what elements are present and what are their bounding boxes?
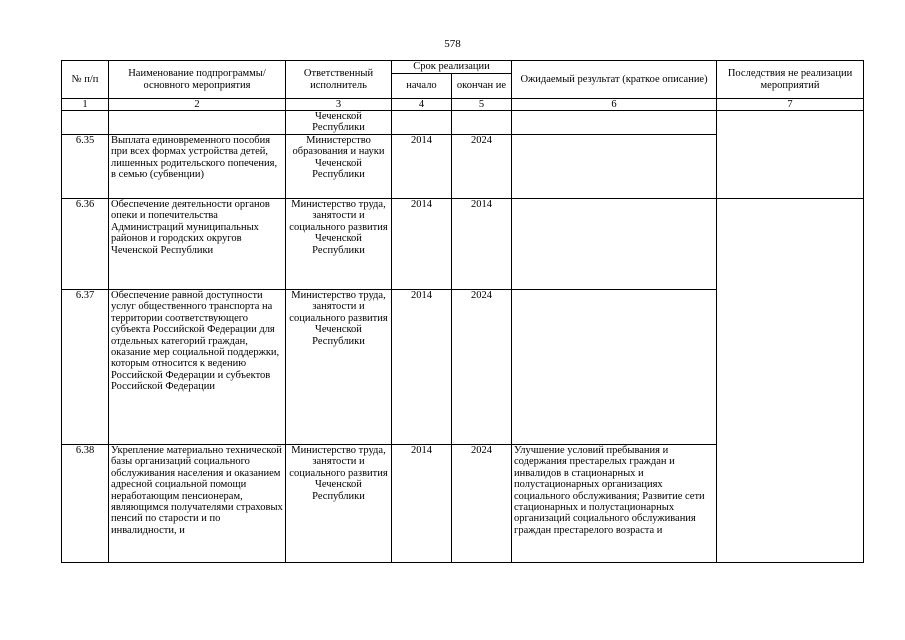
header-start: начало — [392, 74, 452, 99]
empty-cell — [452, 111, 512, 135]
header-number: № п/п — [62, 61, 109, 99]
start-year: 2014 — [392, 290, 452, 445]
executor-cell: Чеченской Республики — [286, 111, 392, 135]
executor-cell: Министерство труда, занятости и социального развития Чеченской Республики — [286, 290, 392, 445]
column-number: 5 — [452, 99, 512, 111]
empty-cell — [109, 111, 286, 135]
row-number: 6.37 — [62, 290, 109, 445]
result-cell: Улучшение условий пребывания и содержания престарелых граждан и инвалидов в стационарных и полустационарных организациях социального обслуживания; Развитие сети стационарных и полустационарных организаций социального обслуживания граждан престарелого возраста и — [512, 445, 717, 563]
row-number: 6.38 — [62, 445, 109, 563]
result-cell — [512, 199, 717, 290]
column-number: 3 — [286, 99, 392, 111]
measure-name: Укрепление материально технической базы организаций социального обслуживания населения и оказанием адресной социальной помощи неработающим пенсионерам, являющимся получателями страховых пенсий по старости и по инвалидности, и — [109, 445, 286, 563]
result-cell — [512, 135, 717, 199]
column-numbers-row — [62, 99, 864, 111]
column-number: 1 — [62, 99, 109, 111]
page-number: 578 — [444, 38, 461, 50]
header-name: Наименование подпрограммы/ основного мероприятия — [109, 61, 286, 99]
result-cell — [512, 290, 717, 445]
column-number: 7 — [717, 99, 864, 111]
header-period: Срок реализации — [392, 61, 512, 74]
end-year: 2014 — [452, 199, 512, 290]
row-number: 6.35 — [62, 135, 109, 199]
header-end: окончан ие — [452, 74, 512, 99]
column-number: 2 — [109, 99, 286, 111]
executor-cell: Министерство труда, занятости и социального развития Чеченской Республики — [286, 199, 392, 290]
header-consequences: Последствия не реализации мероприятий — [717, 61, 864, 99]
start-year: 2014 — [392, 445, 452, 563]
table-row — [62, 111, 864, 135]
executor-cell: Министерство труда, занятости и социального развития Чеченской Республики — [286, 445, 392, 563]
start-year: 2014 — [392, 199, 452, 290]
executor-cell: Министерство образования и науки Чеченской Республики — [286, 135, 392, 199]
empty-cell — [512, 111, 717, 135]
header-result: Ожидаемый результат (краткое описание) — [512, 61, 717, 99]
end-year: 2024 — [452, 445, 512, 563]
empty-cell — [392, 111, 452, 135]
empty-cell — [62, 111, 109, 135]
header-executor: Ответственный исполнитель — [286, 61, 392, 99]
row-number: 6.36 — [62, 199, 109, 290]
start-year: 2014 — [392, 135, 452, 199]
measure-name: Выплата единовременного пособия при всех формах устройства детей, лишенных родительского попечения, в семью (субвенции) — [109, 135, 286, 199]
measure-name: Обеспечение равной доступности услуг общественного транспорта на территории соответствующего субъекта Российской Федерации для отдельных категорий граждан, оказание мер социальной поддержки, которым относится к ведению Российской Федерации и субъектов Российской Федерации — [109, 290, 286, 445]
consequences-cell — [717, 111, 864, 199]
measure-name: Обеспечение деятельности органов опеки и попечительства Администраций муниципальных районов и городских округов Чеченской Республики — [109, 199, 286, 290]
column-number: 6 — [512, 99, 717, 111]
end-year: 2024 — [452, 135, 512, 199]
table-row — [62, 199, 864, 290]
column-number: 4 — [392, 99, 452, 111]
program-table — [61, 60, 864, 563]
consequences-cell — [717, 199, 864, 563]
end-year: 2024 — [452, 290, 512, 445]
